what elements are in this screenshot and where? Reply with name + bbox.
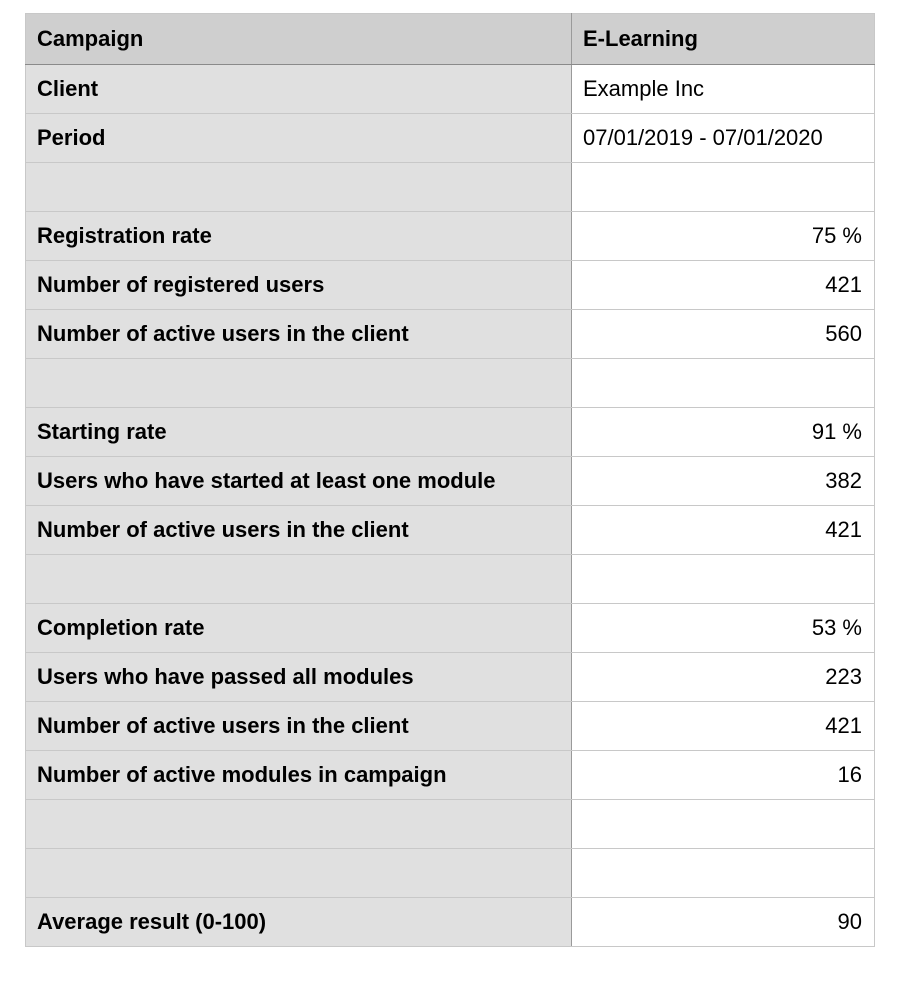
table-header-row (26, 14, 875, 65)
row-value-cell[interactable]: 421 (572, 506, 875, 555)
row-label-cell[interactable] (26, 555, 572, 604)
table-row (26, 555, 875, 604)
row-value-cell[interactable]: 90 (572, 898, 875, 947)
row-value-cell[interactable] (572, 359, 875, 408)
row-label-cell[interactable]: Registration rate (26, 212, 572, 261)
table-row (26, 604, 875, 653)
row-label-cell[interactable]: Users who have started at least one module (26, 457, 572, 506)
row-label-cell[interactable]: Users who have passed all modules (26, 653, 572, 702)
row-value-cell[interactable]: 75 % (572, 212, 875, 261)
row-label-cell[interactable]: Starting rate (26, 408, 572, 457)
row-label-cell[interactable]: Number of active modules in campaign (26, 751, 572, 800)
table-row (26, 261, 875, 310)
row-value-cell[interactable] (572, 800, 875, 849)
row-value-cell[interactable]: Example Inc (572, 65, 875, 114)
row-label-cell[interactable] (26, 849, 572, 898)
table-row (26, 751, 875, 800)
table-row (26, 114, 875, 163)
table-row (26, 849, 875, 898)
row-value-cell[interactable]: 53 % (572, 604, 875, 653)
row-label-cell[interactable]: Number of active users in the client (26, 506, 572, 555)
row-label-cell[interactable]: Period (26, 114, 572, 163)
row-value-cell[interactable]: 223 (572, 653, 875, 702)
table-row (26, 163, 875, 212)
table-row (26, 506, 875, 555)
row-label-cell[interactable] (26, 800, 572, 849)
campaign-report-table (25, 13, 875, 947)
row-value-cell[interactable]: 421 (572, 261, 875, 310)
table-row (26, 457, 875, 506)
table-row (26, 702, 875, 751)
row-label-cell[interactable]: Average result (0-100) (26, 898, 572, 947)
row-label-cell[interactable] (26, 359, 572, 408)
header-value-cell[interactable]: E-Learning (572, 14, 875, 65)
table-row (26, 65, 875, 114)
row-label-cell[interactable]: Number of active users in the client (26, 310, 572, 359)
row-label-cell[interactable]: Number of active users in the client (26, 702, 572, 751)
row-label-cell[interactable]: Client (26, 65, 572, 114)
table-row (26, 653, 875, 702)
table-row (26, 408, 875, 457)
table-row (26, 898, 875, 947)
table-row (26, 359, 875, 408)
row-value-cell[interactable] (572, 555, 875, 604)
table-row (26, 800, 875, 849)
row-value-cell[interactable]: 421 (572, 702, 875, 751)
row-value-cell[interactable]: 16 (572, 751, 875, 800)
row-value-cell[interactable]: 560 (572, 310, 875, 359)
row-label-cell[interactable]: Number of registered users (26, 261, 572, 310)
row-value-cell[interactable]: 382 (572, 457, 875, 506)
table-row (26, 310, 875, 359)
row-value-cell[interactable]: 91 % (572, 408, 875, 457)
header-label-cell[interactable]: Campaign (26, 14, 572, 65)
row-label-cell[interactable]: Completion rate (26, 604, 572, 653)
row-value-cell[interactable] (572, 163, 875, 212)
row-label-cell[interactable] (26, 163, 572, 212)
row-value-cell[interactable]: 07/01/2019 - 07/01/2020 (572, 114, 875, 163)
row-value-cell[interactable] (572, 849, 875, 898)
table-row (26, 212, 875, 261)
